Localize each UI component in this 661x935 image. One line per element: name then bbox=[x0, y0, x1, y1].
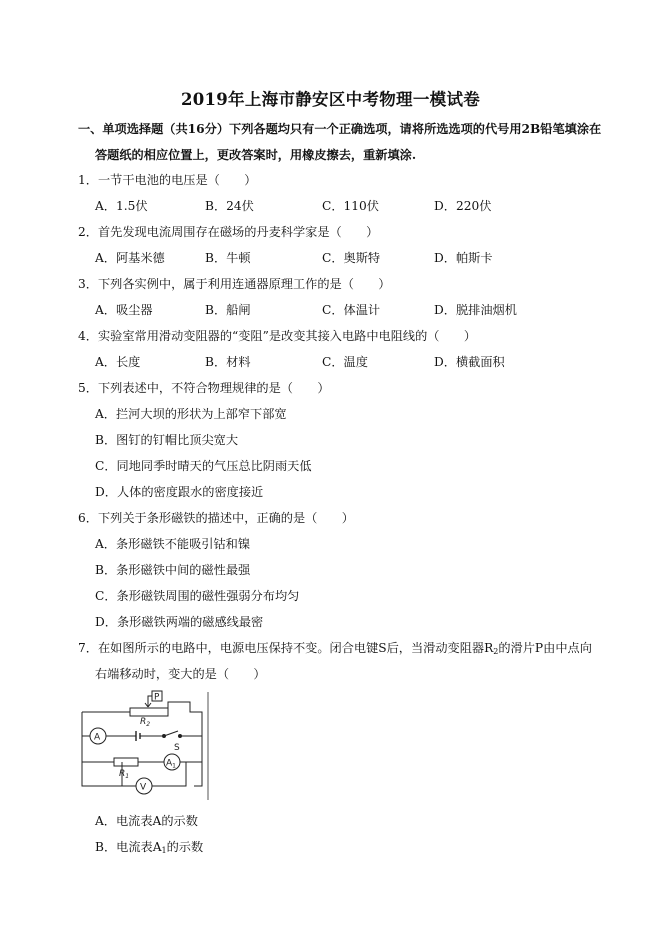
battery-icon bbox=[136, 731, 140, 741]
question-6-stem: 6．下列关于条形磁铁的描述中，正确的是（ ） bbox=[78, 511, 354, 525]
question-3-stem: 3．下列各实例中，属于利用连通器原理工作的是（ ） bbox=[78, 277, 391, 291]
question-5-stem: 5．下列表述中，不符合物理规律的是（ ） bbox=[78, 381, 330, 395]
question-5-option-a: A．拦河大坝的形状为上部窄下部宽 bbox=[95, 407, 287, 421]
question-1-stem: 1．一节干电池的电压是（ ） bbox=[78, 173, 257, 187]
question-7-stem-part2: 的滑片P由中点向 bbox=[498, 641, 592, 655]
question-6-option-b: B．条形磁铁中间的磁性最强 bbox=[95, 563, 251, 577]
question-2-option-c: C．奥斯特 bbox=[322, 251, 381, 265]
question-3-option-d: D．脱排油烟机 bbox=[434, 303, 517, 317]
label-p: P bbox=[154, 692, 160, 703]
question-2-option-b: B．牛顿 bbox=[205, 251, 251, 265]
question-4-option-a: A．长度 bbox=[95, 355, 141, 369]
section-instruction-line1: 一、单项选择题（共16分）下列各题均只有一个正确选项，请将所选选项的代号用2B铅笔填涂在 bbox=[78, 122, 602, 136]
question-2-option-a: A．阿基米德 bbox=[95, 251, 165, 265]
question-1-option-a: A．1.5伏 bbox=[95, 199, 148, 213]
question-5-option-c: C．同地同季时晴天的气压总比阴雨天低 bbox=[95, 459, 312, 473]
label-ammeter-a: A bbox=[94, 732, 101, 743]
question-7-stem bbox=[78, 640, 592, 660]
page-title: 2019年上海市静安区中考物理一模试卷 bbox=[180, 90, 481, 109]
question-1-option-b: B．24伏 bbox=[205, 199, 254, 213]
question-7-option-a: A．电流表A的示数 bbox=[95, 814, 198, 828]
resistor-r2 bbox=[130, 708, 168, 716]
question-6-option-d: D．条形磁铁两端的磁感线最密 bbox=[95, 615, 264, 629]
question-7-stem-part1: 7．在如图所示的电路中，电源电压保持不变。闭合电键S后，当滑动变阻器R bbox=[78, 641, 494, 655]
question-4-option-c: C．温度 bbox=[322, 355, 368, 369]
question-7-option-b-part2: 的示数 bbox=[166, 840, 204, 854]
question-7-stem-subscript: 2 bbox=[493, 647, 499, 656]
question-4-option-d: D．横截面积 bbox=[434, 355, 505, 369]
question-3-option-c: C．体温计 bbox=[322, 303, 381, 317]
question-2-option-d: D．帕斯卡 bbox=[434, 251, 493, 265]
label-r1: $R_1$ bbox=[119, 769, 130, 780]
label-ammeter-a1: $A_1$ bbox=[166, 758, 176, 770]
circuit-diagram bbox=[78, 690, 210, 802]
label-r2: $R_2$ bbox=[140, 717, 151, 728]
question-4-option-b: B．材料 bbox=[205, 355, 251, 369]
question-2-stem: 2．首先发现电流周围存在磁场的丹麦科学家是（ ） bbox=[78, 225, 379, 239]
question-7-option-b-subscript: 1 bbox=[161, 846, 167, 855]
question-6-option-c: C．条形磁铁周围的磁性强弱分布均匀 bbox=[95, 589, 300, 603]
question-4-stem: 4．实验室常用滑动变阻器的“变阻”是改变其接入电路中电阻线的（ ） bbox=[78, 329, 477, 343]
question-1-option-c: C．110伏 bbox=[322, 199, 379, 213]
question-7-stem-line2: 右端移动时，变大的是（ ） bbox=[95, 667, 266, 681]
question-7-option-b bbox=[95, 839, 203, 859]
question-7-option-b-part1: B．电流表A bbox=[95, 840, 162, 854]
circuit-svg bbox=[78, 690, 210, 802]
circuit-wire-left-bottom bbox=[82, 712, 186, 786]
resistor-r1 bbox=[114, 758, 138, 766]
question-5-option-b: B．图钉的钉帽比顶尖宽大 bbox=[95, 433, 239, 447]
question-3-option-b: B．船闸 bbox=[205, 303, 251, 317]
question-1-option-d: D．220伏 bbox=[434, 199, 492, 213]
question-5-option-d: D．人体的密度跟水的密度接近 bbox=[95, 485, 264, 499]
question-3-option-a: A．吸尘器 bbox=[95, 303, 153, 317]
label-switch-s: S bbox=[174, 743, 180, 753]
label-voltmeter-v: V bbox=[140, 782, 147, 793]
section-instruction-line2: 答题纸的相应位置上，更改答案时，用橡皮擦去，重新填涂. bbox=[95, 148, 417, 162]
question-6-option-a: A．条形磁铁不能吸引钴和镍 bbox=[95, 537, 251, 551]
switch-lever bbox=[164, 731, 178, 736]
